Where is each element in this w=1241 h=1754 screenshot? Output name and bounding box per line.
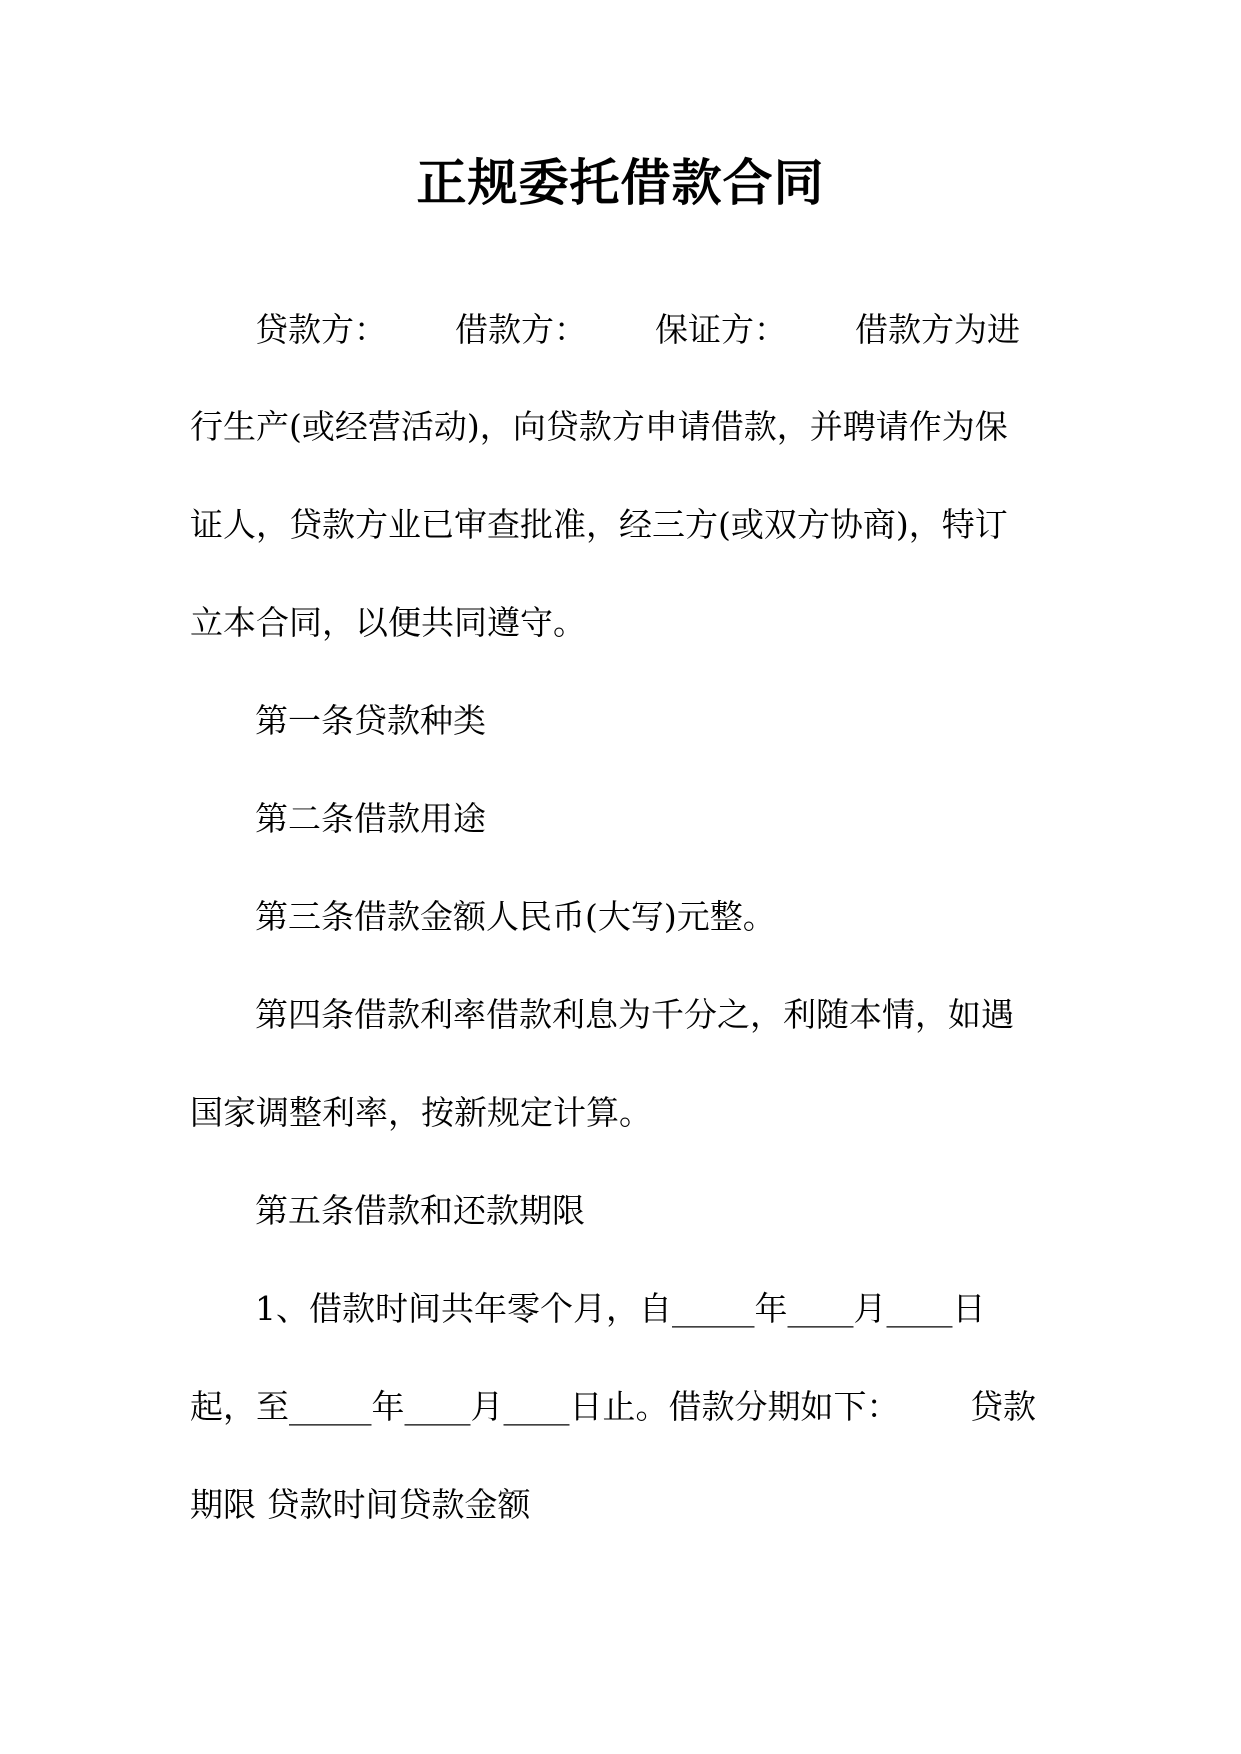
borrower-label: 借款方： (455, 310, 587, 349)
paragraph-line: 立本合同，以便共同遵守。 (190, 603, 586, 642)
article-2-heading: 第二条借款用途 (255, 799, 486, 838)
intro-lead-text: 借款方为进 (855, 310, 1020, 349)
article-3-text: 第三条借款金额人民币(大写)元整。 (255, 897, 776, 936)
paragraph-line: 国家调整利率，按新规定计算。 (190, 1093, 652, 1132)
installment-intro-text: 起，至_____年____月____日止。借款分期如下： (190, 1387, 900, 1426)
paragraph-line (190, 1382, 1070, 1432)
paragraph-line: 期限 贷款时间贷款金额 (190, 1485, 531, 1524)
article-4-text: 第四条借款利率借款利息为千分之，利随本情，如遇 (255, 995, 1014, 1034)
article-1-heading: 第一条贷款种类 (255, 701, 486, 740)
document-title: 正规委托借款合同 (416, 154, 825, 212)
loan-term-text: 1、借款时间共年零个月，自_____年____月____日 (255, 1289, 986, 1328)
paragraph-line: 行生产(或经营活动)，向贷款方申请借款，并聘请作为保 (190, 407, 1008, 446)
guarantor-label: 保证方： (655, 310, 787, 349)
loan-label: 贷款 (970, 1387, 1036, 1426)
article-5-heading: 第五条借款和还款期限 (255, 1191, 585, 1230)
paragraph-line: 证人，贷款方业已审查批准，经三方(或双方协商)，特订 (190, 505, 1008, 544)
lender-label: 贷款方： (255, 310, 387, 349)
